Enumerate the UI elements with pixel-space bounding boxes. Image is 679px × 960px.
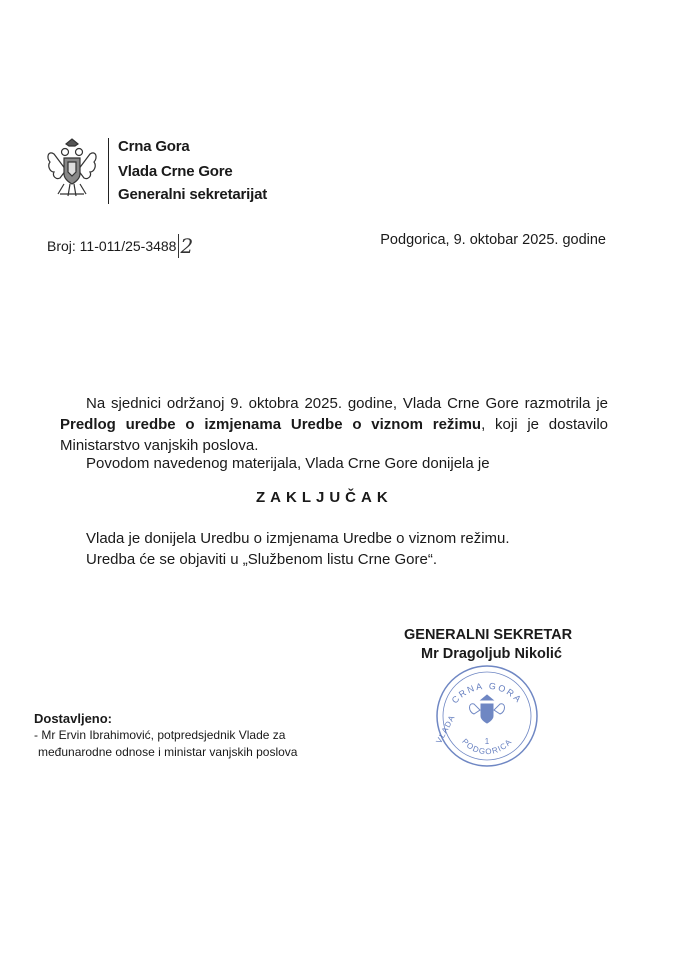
body-paragraph-1: Na sjednici održanoj 9. oktobra 2025. godine, Vlada Crne Gore razmotrila je Predlog uredbe o izmjenama Uredbe o viznom režimu, koji je dostavilo Ministarstvo vanjskih poslova. <box>60 395 608 454</box>
stamp-left-text: VLADA <box>434 713 457 746</box>
signature-title: GENERALNI SEKRETAR <box>404 627 573 643</box>
reference-number-text: Broj: 11-011/25-3488 <box>47 238 177 254</box>
coat-of-arms-icon <box>44 136 100 200</box>
stamp-bottom-text: PODGORICA <box>460 736 514 757</box>
subject-bold: Predlog uredbe o izmjenama Uredbe o viznom režimu <box>60 416 482 433</box>
org-government: Vlada Crne Gore <box>118 163 233 180</box>
reference-number <box>47 232 193 256</box>
stamp-number: 1 <box>484 737 490 746</box>
conclusion-line-1: Vlada je donijela Uredbu o izmjenama Uredbe o viznom režimu. <box>86 530 510 547</box>
conclusion-title: ZAKLJUČAK <box>256 489 393 506</box>
svg-text:CRNA GORA <box>450 681 525 706</box>
distribution-line-1: - Mr Ervin Ibrahimović, potpredsjednik Vlade za <box>34 728 286 742</box>
conclusion-line-2: Uredba će se objaviti u „Službenom listu Crne Gore“. <box>86 551 437 568</box>
body-paragraph-2: Povodom navedenog materijala, Vlada Crne Gore donijela je <box>86 455 490 472</box>
distribution-line-2: međunarodne odnose i ministar vanjskih poslova <box>38 745 298 759</box>
date-place: Podgorica, 9. oktobar 2025. godine <box>380 232 606 248</box>
signature-name: Mr Dragoljub Nikolić <box>421 646 562 662</box>
official-stamp <box>428 660 546 770</box>
handwritten-suffix: 2 <box>180 234 194 258</box>
distribution-recipient <box>34 727 297 761</box>
distribution-label: Dostavljeno: <box>34 711 113 726</box>
stamp-top-text: CRNA GORA <box>449 680 525 706</box>
org-secretariat: Generalni sekretarijat <box>118 186 268 203</box>
header-divider <box>108 138 109 204</box>
org-country: Crna Gora <box>118 138 190 155</box>
